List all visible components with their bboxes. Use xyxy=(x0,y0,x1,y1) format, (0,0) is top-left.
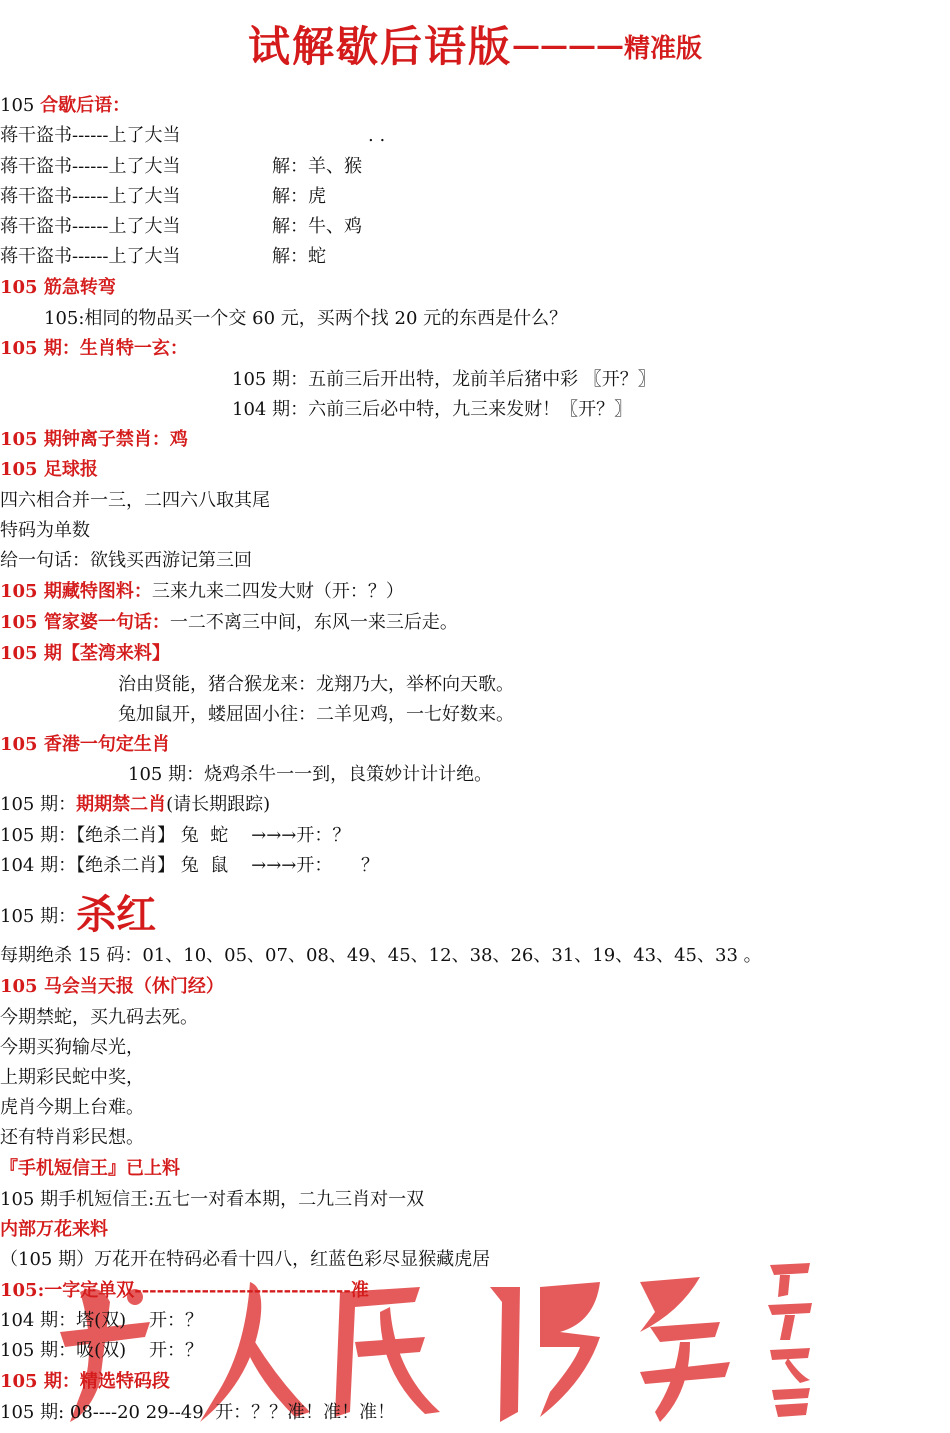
single-double-heading: 105:一字定单双-----------------------------准 xyxy=(0,1280,369,1301)
riddle-row: 蒋干盗书------上了大当 . . xyxy=(0,125,386,146)
horse-line: 今期买狗输尽光， xyxy=(0,1037,144,1058)
brain-teaser-question: 105:相同的物品买一个交 60 元，买两个找 20 元的东西是什么？ xyxy=(44,308,568,329)
hongkong-heading: 105 香港一句定生肖 xyxy=(0,734,170,755)
title-dash: ———— xyxy=(512,29,624,62)
kill-heading: 105 期：杀红 xyxy=(0,891,157,938)
kill-big-label: 杀红 xyxy=(76,891,157,938)
football-heading: 105 足球报 xyxy=(0,459,98,480)
single-double-row: 105 期：吸(双) 开：？ xyxy=(0,1340,204,1361)
zodiac-heading: 105 期：生肖特一玄： xyxy=(0,338,188,359)
kill-numbers: 每期绝杀 15 码：01、10、05、07、08、49、45、12、38、26、31、19、43、45、33 。 xyxy=(0,945,762,966)
page-subtitle: 精准版 xyxy=(624,34,703,64)
riddle-row: 蒋干盗书------上了大当 解：虎 xyxy=(0,186,326,207)
riddle-row: 蒋干盗书------上了大当 解：羊、猴 xyxy=(0,156,362,177)
wanhua-heading: 内部万花来料 xyxy=(0,1219,108,1240)
housekeeper-line: 105 管家婆一句话：一二不离三中间，东风一来三后走。 xyxy=(0,612,458,633)
taiwan-line: 治由贤能，猪合猴龙来：龙翔乃大，举杯向天歌。 xyxy=(118,674,514,695)
segment-heading: 105 期：精选特码段 xyxy=(0,1371,170,1392)
riddle-heading: 105 合歇后语： xyxy=(0,95,131,116)
wanhua-line: （105 期）万花开在特码必看十四八，红蓝色彩尽显猴藏虎居 xyxy=(0,1249,491,1270)
page-header xyxy=(0,14,950,74)
taiwan-line: 兔加鼠开，蝼屈固小往：二羊见鸡，一七好数来。 xyxy=(118,704,514,725)
horse-line: 还有特肖彩民想。 xyxy=(0,1127,144,1148)
horse-line: 今期禁蛇，买九码去死。 xyxy=(0,1007,198,1028)
brain-teaser-heading: 105 筋急转弯 xyxy=(0,277,116,298)
horse-heading: 105 马会当天报（休门经） xyxy=(0,976,224,997)
zodiac-line: 105 期：五前三后开出特，龙前羊后猪中彩 〖开？〗 xyxy=(232,369,656,390)
ban-row: 105 期：【绝杀二肖】 兔 蛇 →→→开：？ xyxy=(0,825,351,846)
riddle-row: 蒋干盗书------上了大当 解：牛、鸡 xyxy=(0,216,362,237)
football-line: 四六相合并一三，二四六八取其尾 xyxy=(0,490,270,511)
segment-line: 105 期: 08----20 29--49 开：？？准！准！准！ xyxy=(0,1402,396,1423)
riddle-row: 蒋干盗书------上了大当 解：蛇 xyxy=(0,246,326,267)
page-title: 试解歇后语版 xyxy=(247,22,512,71)
horse-line: 虎肖今期上台难。 xyxy=(0,1097,144,1118)
football-line: 给一句话：欲钱买西游记第三回 xyxy=(0,550,252,571)
hidden-picture-line: 105 期藏特图料：三来九来二四发大财（开：？） xyxy=(0,581,404,602)
sms-heading: 『手机短信王』已上料 xyxy=(0,1158,180,1179)
football-line: 特码为单数 xyxy=(0,520,90,541)
taiwan-heading: 105 期【荃湾来料】 xyxy=(0,643,170,664)
hongkong-line: 105 期：烧鸡杀牛一一到，良策妙计计计绝。 xyxy=(128,764,493,785)
ban-row: 104 期：【绝杀二肖】 兔 鼠 →→→开： ？ xyxy=(0,855,379,876)
zhongli-heading: 105 期钟离子禁肖：鸡 xyxy=(0,429,188,450)
sms-line: 105 期手机短信王:五七一对看本期，二九三肖对一双 xyxy=(0,1189,425,1210)
seal-calligraphy xyxy=(760,1255,820,1425)
horse-line: 上期彩民蛇中奖， xyxy=(0,1067,144,1088)
single-double-row: 104 期：塔(双) 开：？ xyxy=(0,1310,204,1331)
zodiac-line: 104 期：六前三后必中特，九三来发财！〖开？〗 xyxy=(232,399,633,420)
ban-heading: 105 期：期期禁二肖(请长期跟踪) xyxy=(0,794,271,815)
